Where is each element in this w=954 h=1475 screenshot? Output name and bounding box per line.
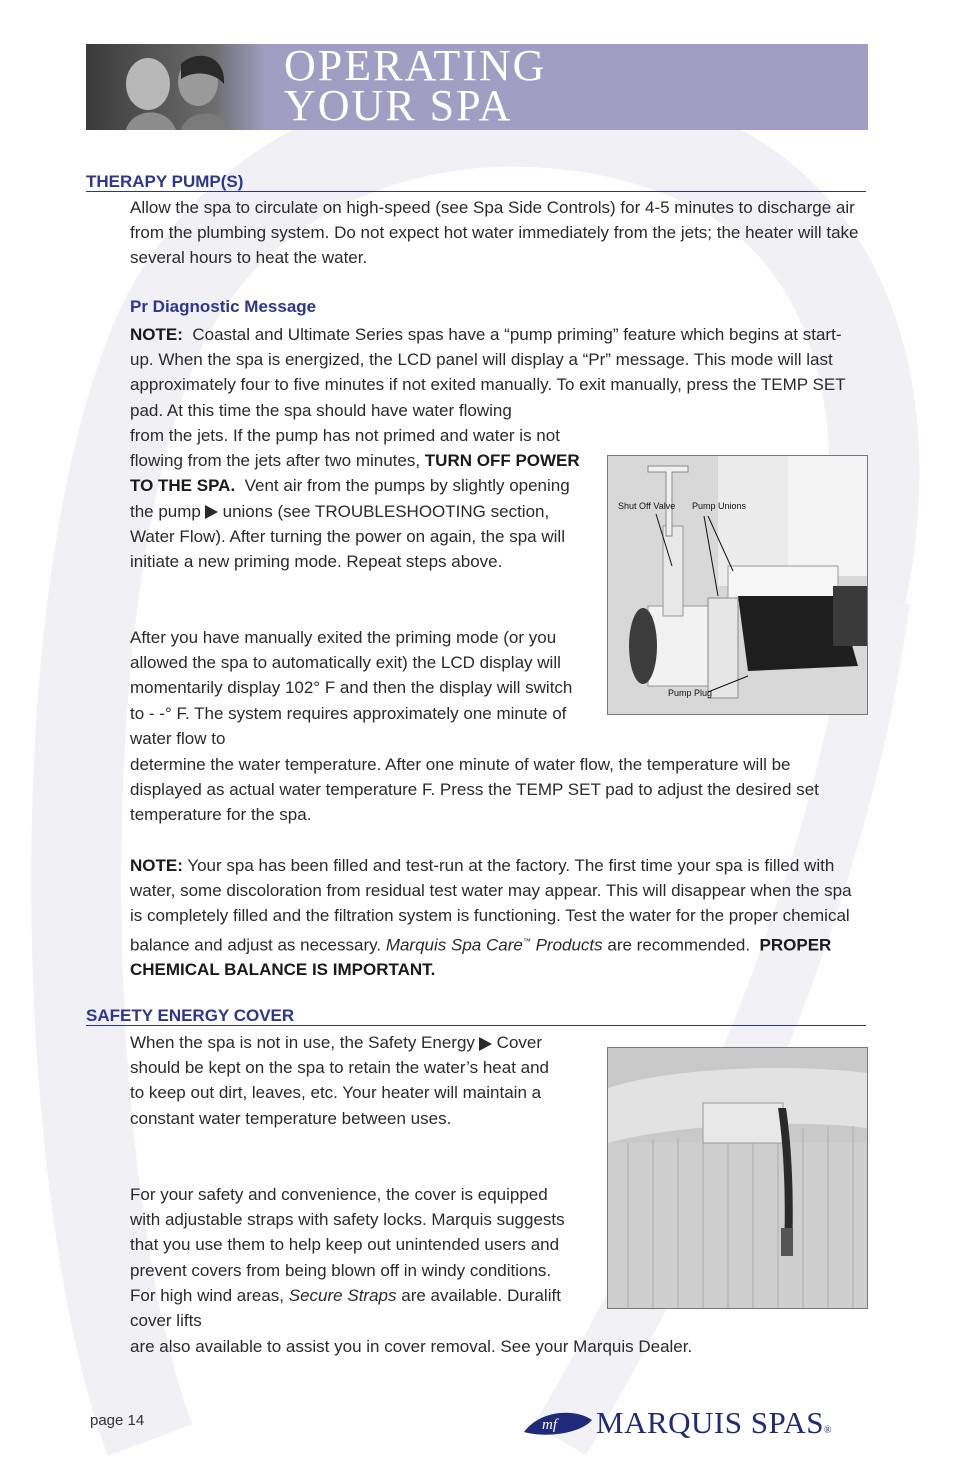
cover-p2a: For your safety and convenience, the cover is equipped with adjustable straps with safety locks. Marquis suggests that you use them to help keep out unintended users and prevent covers from being blown off in windy conditions. For high wind areas, — [130, 1185, 565, 1305]
cover-p2b: are available. Duralift cover lifts — [130, 1285, 561, 1331]
note2-recommended: are recommended. — [607, 935, 751, 955]
couple-photo — [86, 44, 266, 130]
trademark-mark: ™ — [522, 936, 531, 946]
power-off-warning: TURN OFF POWER TO THE SPA. — [130, 451, 580, 496]
note2-label: NOTE: — [130, 856, 183, 875]
therapy-intro-paragraph: Allow the spa to circulate on high-speed (see Spa Side Controls) for 4-5 minutes to discharge air from the plumbing system. Do not expect hot water immediately from the jets; the heater will take several hours to heat the water. — [130, 198, 859, 268]
arrow-right-icon — [479, 1037, 492, 1051]
marquis-monogram-icon — [520, 1402, 596, 1442]
monogram-text: mf — [542, 1417, 557, 1433]
priming-exit-paragraph: After you have manually exited the priming mode (or you allowed the spa to automatically exit) the LCD display will momentarily display 102° F and then the display will switch to - -° F. The system requires approximately one minute of water flow to — [130, 628, 573, 748]
note2-text: Your spa has been filled and test-run at the factory. The first time your spa is filled with water, some discoloration from residual test water may appear. This will disappear when the spa is completely filled and the filtration system is functioning. Test the water for the proper chemical balance and adjust as necessary. — [130, 856, 852, 955]
note2-product-a: Marquis Spa Care — [385, 935, 523, 955]
note-text-d: unions (see TROUBLESHOOTING section, Water Flow). After turning the power on again, the spa will initiate a new priming mode. Repeat steps above. — [130, 501, 565, 572]
arrow-right-icon — [205, 505, 218, 519]
secure-straps: Secure Straps — [288, 1285, 397, 1305]
label-shut-off-valve: Shut Off Valve — [618, 501, 676, 511]
pump-photo — [607, 455, 868, 715]
note-text-a: Coastal and Ultimate Series spas have a “pump priming” feature which begins at start-up. When the spa is energized, the LCD panel will display a “Pr” message. This mode will last approximately four to five minutes if not exited manually. To exit manually, press the TEMP SET pad. At this time the spa should have water flowing — [130, 325, 846, 420]
brand-name — [596, 1405, 832, 1441]
label-pump-plug: Pump Plug — [668, 688, 713, 698]
pr-note-continued — [130, 423, 588, 574]
marquis-spas-logo — [520, 1402, 870, 1442]
note-text-c: Vent air from the pumps by slightly opening the pump — [130, 476, 570, 521]
safety-cover-heading: SAFETY ENERGY COVER — [86, 1006, 866, 1026]
cover-p1: When the spa is not in use, the Safety Energy — [130, 1033, 475, 1052]
cover-straps-paragraph — [130, 1182, 570, 1333]
cover-illustration — [608, 1048, 867, 1308]
cover-straps-continued: are also available to assist you in cover removal. See your Marquis Dealer. — [130, 1337, 693, 1356]
cover-intro-paragraph — [130, 1030, 560, 1131]
brand-text: MARQUIS SPAS — [596, 1405, 824, 1440]
chemical-balance-warning: PROPER CHEMICAL BALANCE IS IMPORTANT. — [130, 935, 832, 980]
pump-illustration — [608, 456, 867, 714]
title-line-2: YOUR SPA — [284, 81, 513, 130]
pr-note-paragraph — [130, 322, 862, 423]
header-banner — [86, 44, 868, 130]
page-title — [284, 44, 547, 130]
priming-exit-continued: determine the water temperature. After one minute of water flow, the temperature will be displayed as actual water temperature F. Press the TEMP SET pad to adjust the desired set temperature for the spa. — [130, 755, 819, 825]
title-line-1: OPERATING — [284, 44, 547, 90]
page-number: page 14 — [90, 1412, 145, 1429]
factory-note-paragraph — [130, 853, 868, 983]
registered-mark: ® — [823, 1425, 833, 1436]
therapy-pump-heading: THERAPY PUMP(S) — [86, 172, 866, 192]
cover-p1b: Cover should be kept on the spa to retain the water’s heat and to keep out dirt, leaves, etc. Your heater will maintain a constant water temperature between uses. — [130, 1033, 549, 1128]
note-label: NOTE: — [130, 325, 183, 344]
cover-photo — [607, 1047, 868, 1309]
pr-diagnostic-heading: Pr Diagnostic Message — [130, 297, 317, 316]
note-text-b: from the jets. If the pump has not primed and water is not flowing from the jets after two minutes, — [130, 426, 560, 471]
label-pump-unions: Pump Unions — [692, 501, 747, 511]
note2-product-b: Products — [535, 935, 603, 955]
